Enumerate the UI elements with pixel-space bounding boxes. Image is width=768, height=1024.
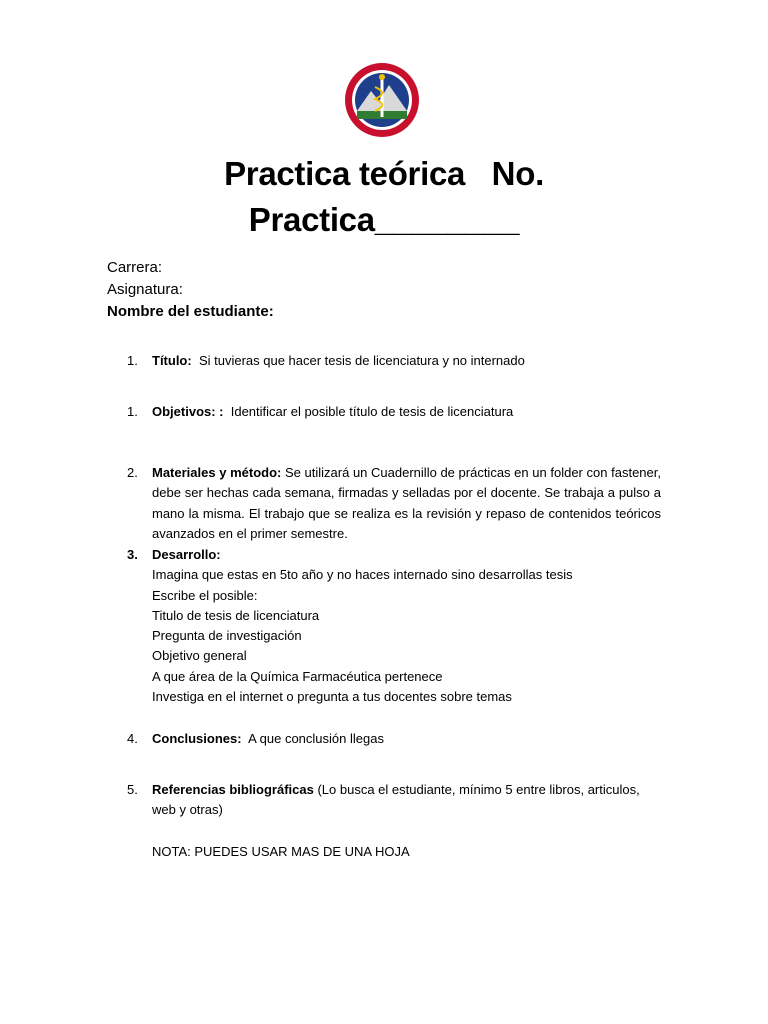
item-label: Materiales y método: [152, 465, 282, 480]
list-number: 1. [127, 353, 138, 368]
desarrollo-line: Titulo de tesis de licenciatura [152, 607, 320, 623]
item-text: Se utilizará un Cuadernillo de prácticas en un folder con fastener, debe ser hechas cada semana, firmadas y selladas por el docente. Se trabaja a pulso a mano la misma. El trabajo que se realiza es la revisión y repaso de contenidos teóricos avanzados en el primer semestre. [152, 465, 661, 541]
field-asignatura: Asignatura: [107, 281, 183, 298]
list-item-titulo [127, 351, 661, 371]
item-label: Conclusiones: [152, 731, 242, 746]
list-number: 1. [127, 404, 138, 419]
desarrollo-line: Objetivo general [152, 648, 247, 664]
nota-text: NOTA: PUEDES USAR MAS DE UNA HOJA [152, 844, 410, 859]
page-title-line-2: Practica________ [248, 201, 520, 238]
desarrollo-line: Imagina que estas en 5to año y no haces internado sino desarrollas tesis [152, 567, 573, 583]
item-label: Referencias bibliográficas [152, 782, 314, 797]
page-title-line-1: Practica teórica No. [224, 155, 544, 192]
desarrollo-line: Investiga en el internet o pregunta a tus docentes sobre temas [152, 689, 512, 705]
item-text: Identificar el posible título de tesis de licenciatura [223, 404, 514, 419]
item-text: (Lo busca el estudiante, mínimo 5 entre libros, articulos, web y otras) [152, 782, 640, 818]
list-number: 4. [127, 731, 138, 746]
list-item-conclusiones [127, 729, 661, 749]
field-carrera: Carrera: [107, 259, 163, 276]
list-item-materiales [127, 463, 661, 544]
desarrollo-line: A que área de la Química Farmacéutica pertenece [152, 668, 443, 684]
list-number: 3. [127, 547, 138, 562]
desarrollo-line: Pregunta de investigación [152, 628, 302, 644]
field-nombre-estudiante: Nombre del estudiante: [107, 303, 274, 320]
list-number: 5. [127, 782, 138, 797]
item-label: Título: [152, 353, 192, 368]
desarrollo-line: Escribe el posible: [152, 587, 258, 603]
list-item-desarrollo [127, 545, 661, 707]
list-item-referencias [127, 780, 661, 821]
university-seal-icon [343, 61, 421, 139]
list-number: 2. [127, 465, 138, 480]
item-label: Desarrollo: [152, 547, 221, 562]
item-label: Objetivos: : [152, 404, 224, 419]
item-text: A que conclusión llegas [241, 731, 384, 746]
list-item-objetivos [127, 402, 661, 422]
item-text: Si tuvieras que hacer tesis de licenciatura y no internado [191, 353, 525, 368]
